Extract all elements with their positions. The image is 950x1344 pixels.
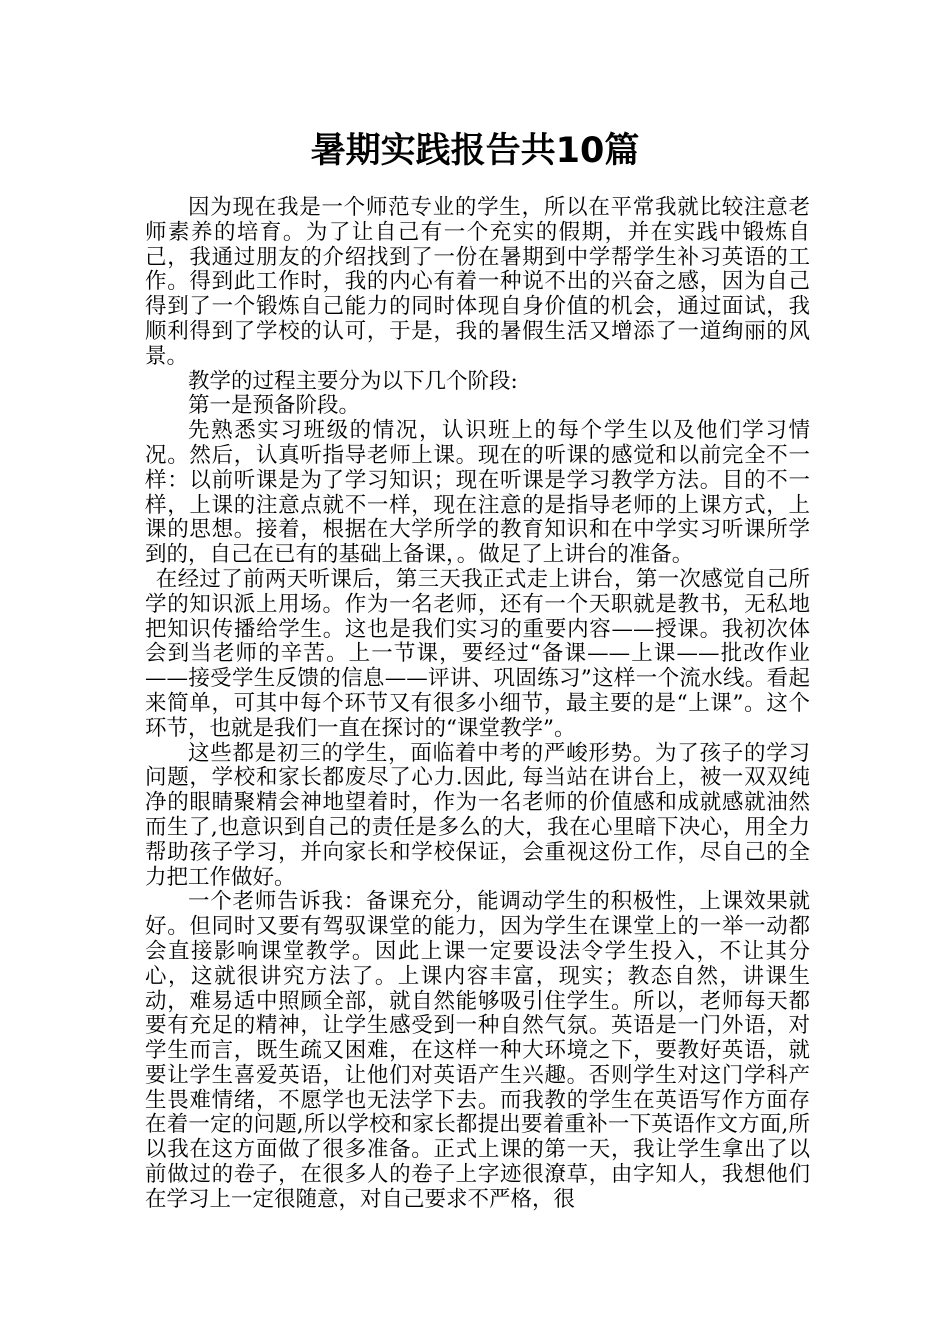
document-body	[145, 196, 810, 1213]
paragraph-preparation: 先熟悉实习班级的情况，认识班上的每个学生以及他们学习情况。然后，认真听指导老师上课。现在的听课的感觉和以前完全不一样：以前听课是为了学习知识；现在听课是学习教学方法。目的不一样，上课的注意点就不一样，现在注意的是指导老师的上课方式，上课的思想。接着，根据在大学所学的教育知识和在中学实习听课所学到的，自己在已有的基础上备课，。做足了上讲台的准备。	[145, 418, 810, 568]
paragraph-stage-one: 第一是预备阶段。	[188, 393, 361, 419]
paragraph-intro: 因为现在我是一个师范专业的学生，所以在平常我就比较注意老师素养的培育。为了让自己有一个充实的假期，并在实践中锻炼自己，我通过朋友的介绍找到了一份在暑期到中学帮学生补习英语的工作。得到此工作时，我的内心有着一种说不出的兴奋之感，因为自己得到了一个锻炼自己能力的同时体现自身价值的机会，通过面试，我顺利得到了学校的认可，于是，我的暑假生活又增添了一道绚丽的风景。	[145, 195, 810, 369]
paragraph-advice: 一个老师告诉我：备课充分，能调动学生的积极性，上课效果就好。但同时又要有驾驭课堂的能力，因为学生在课堂上的一举一动都会直接影响课堂教学。因此上课一定要设法令学生投入，不让其分心，这就很讲究方法了。上课内容丰富，现实；教态自然，讲课生动，难易适中照顾全部，就自然能够吸引住学生。所以，老师每天都要有充足的精神，让学生感受到一种自然气氛。英语是一门外语，对学生而言，既生疏又困难，在这样一种大环境之下，要教好英语，就要让学生喜爱英语，让他们对英语产生兴趣。否则学生对这门学科产生畏难情绪，不愿学也无法学下去。而我教的学生在英语写作方面存在着一定的问题,所以学校和家长都提出要着重补一下英语作文方面,所以我在这方面做了很多准备。正式上课的第一天，我让学生拿出了以前做过的卷子，在很多人的卷子上字迹很潦草，由字知人，我想他们在学习上一定很随意，对自己要求不严格，很	[145, 889, 810, 1212]
paragraph-teaching: 在经过了前两天听课后，第三天我正式走上讲台，第一次感觉自己所学的知识派上用场。作为一名老师，还有一个天职就是教书，无私地把知识传播给学生。这也是我们实习的重要内容——授课。我初次体会到当老师的辛苦。上一节课，要经过“备课——上课——批改作业——接受学生反馈的信息——评讲、巩固练习”这样一个流水线。看起来简单，可其中每个环节又有很多小细节，最主要的是“上课”。这个环节，也就是我们一直在探讨的“课堂教学”。	[145, 566, 810, 741]
document-title: 暑期实践报告共10篇	[310, 131, 640, 171]
paragraph-stages: 教学的过程主要分为以下几个阶段:	[188, 368, 518, 394]
paragraph-students: 这些都是初三的学生，面临着中考的严峻形势。为了孩子的学习问题，学校和家长都废尽了心力.因此, 每当站在讲台上，被一双双纯净的眼睛聚精会神地望着时，作为一名老师的价值感和成就感就油然而生了,也意识到自己的责任是多么的大，我在心里暗下决心，用全力帮助孩子学习，并向家长和学校保证，会重视这份工作，尽自己的全力把工作做好。	[145, 740, 810, 890]
